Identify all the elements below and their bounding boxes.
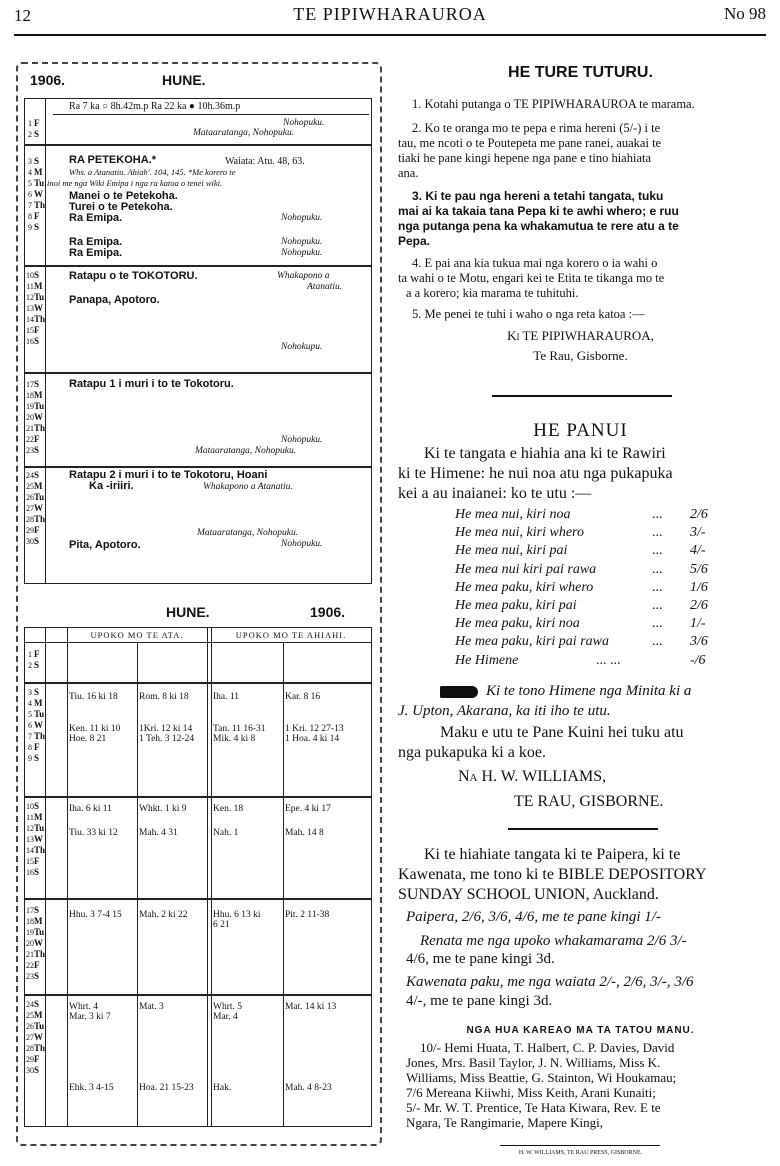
cal1-entry: Whakapono a Atanatiu. <box>203 482 293 492</box>
weekday-letter: S <box>34 687 40 697</box>
cal1-entry: Mataaratanga, Nohopuku. <box>195 446 297 456</box>
lesson-cell: Tiu. 16 ki 18 <box>69 692 118 702</box>
lesson-cell: Mah. 4 31 <box>139 828 178 838</box>
cal1-entry: Ra Emipa. <box>69 236 123 248</box>
paipera-price: Kawenata paku, me nga waiata 2/-, 2/6, 3/-, 3/6 <box>406 974 694 990</box>
lesson-cell: Nah. 1 <box>213 828 239 838</box>
section-divider <box>508 828 658 830</box>
panui-note: J. Upton, Akarana, ka iti iho te utu. <box>398 703 611 719</box>
donor-line: 5/- Mr. W. T. Prentice, Te Hata Kiwara, Rev. E te <box>406 1100 661 1115</box>
lesson-cell: Ehk. 3 4-15 <box>69 1083 114 1093</box>
weekday-letter: S <box>34 867 40 877</box>
ture-rule-4: ta wahi o te Motu, engari kei te Etita te tikanga mo te <box>398 271 665 285</box>
ture-rule-2: 2. Ko te oranga mo te pepa e rima hereni (5/-) i te <box>412 121 661 135</box>
weekday-letter: S <box>34 999 40 1009</box>
day-number: 22 <box>26 961 34 970</box>
day-number: 26 <box>26 1022 34 1031</box>
price-item: He Himene <box>455 653 519 668</box>
day-number: 20 <box>26 939 34 948</box>
cal1-entry: Whs. a Atanatiu. Ahiah'. 104, 145. *Me korero te <box>69 167 236 177</box>
day-number: 5 <box>28 179 32 188</box>
lesson-cell: 1 Hoa. 4 ki 14 <box>285 734 340 744</box>
price-value: 1/6 <box>690 580 708 595</box>
donor-line: 10/- Hemi Huata, T. Halbert, C. P. Davies, David <box>420 1040 675 1055</box>
week-separator <box>25 372 371 374</box>
lesson-cell: Hoe. 8 21 <box>69 734 107 744</box>
weekday-letter: Tu <box>34 492 45 502</box>
cal1-year: 1906. <box>30 72 66 88</box>
lesson-cell: Iha. 11 <box>213 692 240 702</box>
panui-text: Ki te tangata e hiahia ana ki te Rawiri <box>424 445 666 462</box>
weekday-letter: Tu <box>34 709 45 719</box>
weekday-letter: S <box>34 445 40 455</box>
weekday-letter: F <box>34 856 40 866</box>
lesson-cell: Rom. 8 ki 18 <box>139 692 189 702</box>
lesson-cell: Iha. 6 ki 11 <box>69 804 112 814</box>
lesson-cell: Ken. 11 ki 10 <box>69 724 121 734</box>
price-value: 3/- <box>690 525 706 540</box>
price-value: 5/6 <box>690 562 708 577</box>
lesson-cell: Tan. 11 16-31 <box>213 724 266 734</box>
weekday-letter: Th <box>34 1043 46 1053</box>
day-number: 11 <box>26 282 34 291</box>
paipera-text: Kawenata, me tono ki te BIBLE DEPOSITORY <box>398 866 707 883</box>
weekday-letter: F <box>34 118 40 128</box>
cal1-entry: Ratapu 2 i muri i to te Tokotoru, Hoani <box>69 469 268 481</box>
weekday-letter: S <box>34 470 40 480</box>
header-rule <box>14 34 766 36</box>
panui-text: ki te Himene: he nui noa atu nga pukapuka <box>398 465 673 482</box>
ture-rule-1: 1. Kotahi putanga o TE PIPIWHARAUROA te marama. <box>412 97 695 111</box>
cal1-entry: Nohokupu. <box>281 342 323 352</box>
paipera-price: 4/-, me te pane kingi 3d. <box>406 993 553 1009</box>
lesson-cell: Mat. 14 ki 13 <box>285 1002 337 1012</box>
day-number: 19 <box>26 402 34 411</box>
weekday-letter: W <box>34 303 43 313</box>
issue-number: No 98 <box>723 4 766 23</box>
col-header-ata: UPOKO MO TE ATA. <box>90 630 184 640</box>
weekday-letter: Th <box>34 423 46 433</box>
lesson-cell: Mik. 4 ki 8 <box>213 734 256 744</box>
lesson-cell: 6 21 <box>213 920 230 930</box>
day-number: 3 <box>28 157 32 166</box>
paipera-price: 4/6, me te pane kingi 3d. <box>406 951 555 967</box>
weekday-letter: F <box>34 960 40 970</box>
panui-note: Ki te tono Himene nga Minita ki a <box>440 683 691 700</box>
cal1-entry: Mataaratanga, Nohopuku. <box>197 528 299 538</box>
paipera-text: SUNDAY SCHOOL UNION, Auckland. <box>398 886 659 903</box>
day-number: 28 <box>26 1044 34 1053</box>
leader-dots: ... <box>652 562 663 577</box>
weekday-letter: S <box>34 222 40 232</box>
day-number: 13 <box>26 835 34 844</box>
day-number: 14 <box>26 846 34 855</box>
ture-rule-3: mai ai ka takaia tana Pepa ki te awhi whero; e ruu <box>398 204 679 218</box>
page-number: 12 <box>14 6 31 25</box>
cal1-month: HUNE. <box>162 72 206 88</box>
ture-rule-2: ana. <box>398 166 419 180</box>
leader-dots: ... <box>652 507 663 522</box>
weekday-letter: Tu <box>34 292 45 302</box>
week-separator <box>25 265 371 267</box>
price-item: He mea paku, kiri whero <box>455 580 594 595</box>
lesson-cell: Hhu. 6 13 ki <box>213 910 261 920</box>
day-number: 23 <box>26 446 34 455</box>
lesson-cell: 1 Teh. 3 12-24 <box>139 734 195 744</box>
weekday-letter: S <box>34 270 40 280</box>
col-header-ahiahi: UPOKO MO TE AHIAHI. <box>235 630 347 640</box>
day-number: 6 <box>28 190 32 199</box>
day-number: 8 <box>28 212 32 221</box>
weekday-letter: S <box>34 129 40 139</box>
calendar-2 <box>24 627 372 1127</box>
day-number: 30 <box>26 1066 34 1075</box>
paipera-text: Ki te hiahiate tangata ki te Paipera, ki te <box>424 846 681 863</box>
day-number: 3 <box>28 688 32 697</box>
lesson-cell: Mat. 3 <box>139 1002 164 1012</box>
day-number: 29 <box>26 526 34 535</box>
grid-line <box>283 642 284 1126</box>
price-value: 2/6 <box>690 507 708 522</box>
leader-dots: ... <box>652 598 663 613</box>
day-number: 19 <box>26 928 34 937</box>
donor-line: Jones, Mrs. Basil Taylor, J. N. Williams, Miss K. <box>406 1055 661 1070</box>
lesson-cell: Mah. 2 ki 22 <box>139 910 188 920</box>
weekday-letter: S <box>34 801 40 811</box>
lesson-cell: Hak. <box>213 1083 232 1093</box>
weekday-letter: S <box>34 753 40 763</box>
day-number: 18 <box>26 917 34 926</box>
lesson-cell: Pit. 2 11-38 <box>285 910 330 920</box>
day-number: 11 <box>26 813 34 822</box>
price-item: He mea nui, kiri pai <box>455 543 568 558</box>
day-number: 18 <box>26 391 34 400</box>
day-number: 13 <box>26 304 34 313</box>
pointing-hand-icon <box>440 686 478 698</box>
weekday-letter: W <box>34 503 43 513</box>
day-number: 29 <box>26 1055 34 1064</box>
paipera-price: Renata me nga upoko whakamarama 2/6 3/- <box>420 933 687 949</box>
weekday-letter: M <box>34 481 43 491</box>
cal1-entry: Nohopuku. <box>281 248 323 258</box>
lesson-cell: Tiu. 33 ki 12 <box>69 828 118 838</box>
lesson-cell: Hoa. 21 15-23 <box>139 1083 194 1093</box>
cal1-entry: Waiata: Atu. 48, 63. <box>225 156 305 167</box>
weekday-letter: F <box>34 325 40 335</box>
day-number: 9 <box>28 754 32 763</box>
day-number: 16 <box>26 868 34 877</box>
weekday-letter: S <box>34 336 40 346</box>
lesson-cell: Kar. 8 16 <box>285 692 321 702</box>
day-number: 15 <box>26 326 34 335</box>
day-number: 8 <box>28 743 32 752</box>
weekday-letter: Tu <box>34 927 45 937</box>
weekday-letter: Tu <box>34 823 45 833</box>
page-header <box>14 4 766 26</box>
weekday-letter: S <box>34 156 40 166</box>
price-item: He mea nui kiri pai rawa <box>455 562 597 577</box>
day-number: 2 <box>28 661 32 670</box>
weekday-letter: W <box>34 834 43 844</box>
weekday-letter: M <box>34 698 43 708</box>
leader-dots: ... ... <box>596 653 621 668</box>
donor-line: Ngara, Te Rangimarie, Mapere Kingi, <box>406 1115 604 1130</box>
lesson-cell: Mah. 14 8 <box>285 828 324 838</box>
day-number: 16 <box>26 337 34 346</box>
price-value: 3/6 <box>690 634 708 649</box>
leader-dots: ... <box>652 525 663 540</box>
price-item: He mea paku, kiri pai rawa <box>455 634 609 649</box>
cal1-entry: inoi me nga Wiki Emipa i nga ra katoa o tenei wiki. <box>47 178 223 188</box>
weekday-letter: Th <box>34 200 46 210</box>
lesson-cell: Whkt. 1 ki 9 <box>139 804 187 814</box>
lesson-cell: Whrt. 4 <box>69 1002 99 1012</box>
cal2-month: HUNE. <box>166 604 210 620</box>
weekday-letter: W <box>34 412 43 422</box>
day-number: 4 <box>28 699 32 708</box>
leader-dots: ... <box>652 543 663 558</box>
ture-rule-5: 5. Me penei te tuhi i waho o nga reta katoa :— <box>412 307 645 321</box>
weekday-letter: S <box>34 536 40 546</box>
day-number: 9 <box>28 223 32 232</box>
calendar-1 <box>24 98 372 584</box>
lesson-cell: Whrt. 5 <box>213 1002 243 1012</box>
section-divider <box>492 395 672 397</box>
cal1-entry: Atanatiu. <box>307 282 343 292</box>
weekday-letter: M <box>34 812 43 822</box>
weekday-letter: Tu <box>34 178 45 188</box>
day-number: 21 <box>26 950 34 959</box>
lesson-cell: Ken. 18 <box>213 804 244 814</box>
price-item: He mea nui, kiri whero <box>455 525 584 540</box>
day-number: 26 <box>26 493 34 502</box>
leader-dots: ... <box>652 580 663 595</box>
weekday-letter: M <box>34 390 43 400</box>
day-number: 24 <box>26 471 34 480</box>
cal1-entry: Ra Emipa. <box>69 212 123 224</box>
day-number: 24 <box>26 1000 34 1009</box>
day-number: 22 <box>26 435 34 444</box>
week-separator <box>25 144 371 146</box>
lesson-cell: Mar. 3 ki 7 <box>69 1012 111 1022</box>
day-number: 7 <box>28 201 32 210</box>
leader-dots: ... <box>652 634 663 649</box>
printer-imprint: H. W. WILLIAMS, TE RAU PRESS, GISBORNE. <box>518 1150 643 1156</box>
cal1-entry: Manei o te Petekoha. <box>69 190 178 202</box>
day-number: 25 <box>26 1011 34 1020</box>
cal1-entry: Whakapono a <box>277 271 330 281</box>
cal1-entry: Nohopuku. <box>281 237 323 247</box>
lesson-cell: Epe. 4 ki 17 <box>285 804 331 814</box>
grid-line <box>137 642 138 1126</box>
weekday-letter: S <box>34 379 40 389</box>
day-number: 28 <box>26 515 34 524</box>
cal1-entry: Panapa, Apotoro. <box>69 294 160 306</box>
cal1-entry: Ka -iriiri. <box>89 480 134 492</box>
weekday-letter: Th <box>34 845 46 855</box>
panui-title: HE PANUI <box>533 420 628 441</box>
lesson-cell: 1Kri. 12 ki 14 <box>139 724 193 734</box>
ture-rule-3: 3. Ki te pau nga hereni a tetahi tangata, tuku <box>412 189 664 203</box>
moon-phases: Ra 7 ka ○ 8h.42m.p Ra 22 ka ● 10h.36m.p <box>53 99 369 115</box>
price-item: He mea paku, kiri noa <box>455 616 580 631</box>
day-number: 12 <box>26 293 34 302</box>
weekday-letter: Th <box>34 949 46 959</box>
weekday-letter: S <box>34 660 40 670</box>
footer-rule <box>500 1145 660 1146</box>
day-number: 25 <box>26 482 34 491</box>
weekday-letter: M <box>34 281 43 291</box>
day-number: 10 <box>26 271 34 280</box>
price-value: -/6 <box>690 653 706 668</box>
grid-line <box>211 628 212 1126</box>
day-number: 14 <box>26 315 34 324</box>
signature: Na H. W. WILLIAMS, <box>458 768 607 785</box>
weekday-letter: Th <box>34 514 46 524</box>
day-number: 30 <box>26 537 34 546</box>
day-number: 21 <box>26 424 34 433</box>
weekday-letter: F <box>34 742 40 752</box>
cal1-entry: Nohopuku. <box>281 213 323 223</box>
day-number: 4 <box>28 168 32 177</box>
weekday-letter: Th <box>34 314 46 324</box>
day-number: 27 <box>26 1033 34 1042</box>
cal1-entry: Nohopuku. <box>281 539 323 549</box>
donor-line: Williams, Miss Beattie, G. Stainton, Wi Houkamau; <box>406 1070 677 1085</box>
panui-text: kei a au inaianei: ko te utu :— <box>398 485 592 502</box>
cal1-entry: Nohopuku. <box>281 435 323 445</box>
paipera-price: Paipera, 2/6, 3/6, 4/6, me te pane kingi 1/- <box>406 909 661 925</box>
day-number: 12 <box>26 824 34 833</box>
weekday-letter: Tu <box>34 1021 45 1031</box>
hua-title: NGA HUA KAREAO MA TA TATOU MANU. <box>466 1025 695 1036</box>
day-number: 2 <box>28 130 32 139</box>
day-number: 23 <box>26 972 34 981</box>
weekday-letter: F <box>34 649 40 659</box>
weekday-letter: F <box>34 525 40 535</box>
cal1-entry: RA PETEKOHA.* <box>69 154 156 166</box>
weekday-letter: S <box>34 905 40 915</box>
day-number: 17 <box>26 380 34 389</box>
cal1-entry: Ratapu 1 i muri i to te Tokotoru. <box>69 378 234 390</box>
cal1-entry: Ratapu o te TOKOTORU. <box>69 270 198 282</box>
lesson-cell: 1 Kri. 12 27-13 <box>285 724 344 734</box>
day-column <box>25 99 46 583</box>
day-column <box>25 628 46 1126</box>
weekday-letter: S <box>34 971 40 981</box>
weekday-letter: Tu <box>34 401 45 411</box>
ture-rule-2: tiaki he pane kingi hepene nga pane e tino hiahiata <box>398 151 652 165</box>
weekday-letter: W <box>34 1032 43 1042</box>
panui-text: Maku e utu te Pane Kuini hei tuku atu <box>440 724 684 741</box>
weekday-letter: M <box>34 916 43 926</box>
day-number: 15 <box>26 857 34 866</box>
cal1-entry: Nohopuku. <box>283 118 325 128</box>
panui-text: nga pukapuka ki a koe. <box>398 744 546 761</box>
lesson-cell: Mah. 4 8-23 <box>285 1083 332 1093</box>
day-number: 20 <box>26 413 34 422</box>
price-item: He mea nui, kiri noa <box>455 507 571 522</box>
weekday-letter: F <box>34 211 40 221</box>
week-separator <box>25 466 371 468</box>
day-number: 1 <box>28 650 32 659</box>
grid-line <box>67 628 68 1126</box>
newspaper-title: TE PIPIWHARAUROA <box>293 4 487 24</box>
weekday-letter: S <box>34 1065 40 1075</box>
address-line: Ki TE PIPIWHARAUROA, <box>507 328 654 343</box>
ture-title: HE TURE TUTURU. <box>508 64 653 81</box>
cal1-entry: Turei o te Petekoha. <box>69 201 173 213</box>
weekday-letter: F <box>34 1054 40 1064</box>
weekday-letter: Th <box>34 731 46 741</box>
price-value: 4/- <box>690 543 706 558</box>
grid-line <box>207 628 208 1126</box>
ture-rule-4: a a korero; kia marama te tuhituhi. <box>406 286 579 300</box>
cal1-entry: Mataaratanga, Nohopuku. <box>193 128 295 138</box>
ture-rule-3: nga putanga pena ka whakamutua te rere atu a te <box>398 219 679 233</box>
day-number: 1 <box>28 119 32 128</box>
price-item: He mea paku, kiri pai <box>455 598 577 613</box>
lesson-cell: Mar. 4 <box>213 1012 238 1022</box>
weekday-letter: M <box>34 1010 43 1020</box>
weekday-letter: W <box>34 189 43 199</box>
week-separator <box>25 796 371 798</box>
weekday-letter: W <box>34 938 43 948</box>
signature: TE RAU, GISBORNE. <box>514 793 664 810</box>
day-number: 6 <box>28 721 32 730</box>
cal1-entry: Pita, Apotoro. <box>69 539 141 551</box>
week-separator <box>25 898 371 900</box>
price-value: 1/- <box>690 616 706 631</box>
day-number: 7 <box>28 732 32 741</box>
ture-rule-2: tau, me ncoti o te Poutepeta me pane ranei, auakai te <box>398 136 662 150</box>
weekday-letter: F <box>34 434 40 444</box>
lesson-cell: Hhu. 3 7-4 15 <box>69 910 122 920</box>
ture-rule-3: Pepa. <box>398 234 431 248</box>
cal1-entry: Ra Emipa. <box>69 247 123 259</box>
day-number: 5 <box>28 710 32 719</box>
day-number: 10 <box>26 802 34 811</box>
header-rule <box>25 642 371 643</box>
week-separator <box>25 994 371 996</box>
address-line: Te Rau, Gisborne. <box>533 348 628 363</box>
leader-dots: ... <box>652 616 663 631</box>
donor-line: 7/6 Mereana Kiiwhi, Miss Keith, Arani Kunaiti; <box>406 1085 656 1100</box>
price-value: 2/6 <box>690 598 708 613</box>
weekday-letter: M <box>34 167 43 177</box>
ture-rule-4: 4. E pai ana kia tukua mai nga korero o ia wahi o <box>412 256 658 270</box>
cal2-year: 1906. <box>310 604 346 620</box>
weekday-letter: W <box>34 720 43 730</box>
day-number: 27 <box>26 504 34 513</box>
day-number: 17 <box>26 906 34 915</box>
week-separator <box>25 682 371 684</box>
